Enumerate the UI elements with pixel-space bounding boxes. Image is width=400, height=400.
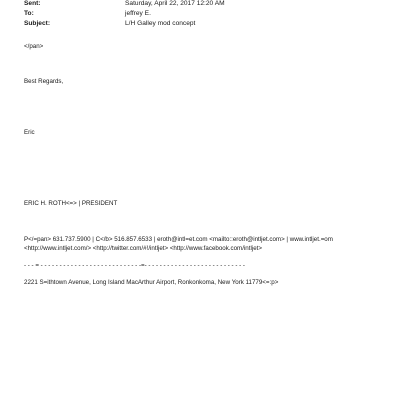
subject-label: Subject: <box>24 20 51 27</box>
contact-line-2: <http://www.intljet.com/> <http://twitter.com/#!/intljet> <http://www.facebook.com/intljet> <box>24 245 262 252</box>
to-label: To: <box>24 10 34 17</box>
sent-label: Sent: <box>24 0 41 7</box>
subject-value: L/H Galley mod concept <box>125 20 196 27</box>
address-line: 2221 S=ithtown Avenue, Long Island MacArthur Airport, Ronkonkoma, New York 11779<=:p> <box>24 279 279 286</box>
closing-line: Best Regards, <box>24 78 64 85</box>
stray-tag-line: </pan> <box>24 43 44 50</box>
signature-divider: - - - = - - - - - - - - - - - - - - - - - - - - - - - - - - -=- - - - - - - - - - - - - - - - - - - - - - - - - - - <box>24 262 245 269</box>
to-value: jeffrey E. <box>125 10 151 17</box>
contact-line-1: P</=pan> 631.737.5900 | C</b> 516.857.6533 | eroth@intl=et.com <mailto::eroth@intljet.com> | www.intljet.=om <box>24 236 333 243</box>
sent-value: Saturday, April 22, 2017 12:20 AM <box>125 0 225 7</box>
signer-name: Eric <box>24 129 35 136</box>
signature-title: ERIC H. ROTH<=> | PRESIDENT <box>24 200 118 207</box>
